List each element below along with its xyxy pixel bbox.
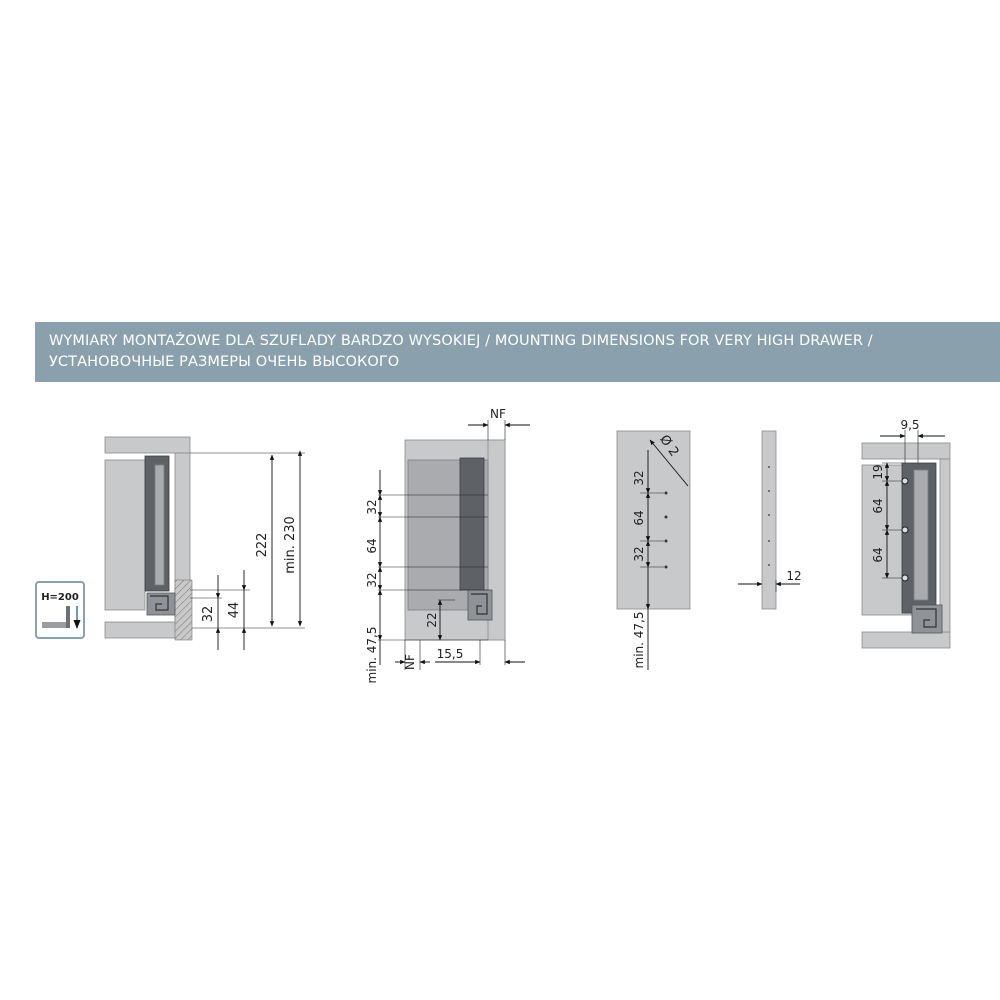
dim-label-64: 64 [632,510,646,526]
side-panel-section-hatch [175,580,192,640]
dim-label-64: 64 [365,538,379,554]
dim-label-nf-top: NF [490,407,506,421]
dim-label-32: 32 [201,605,216,623]
dim-label-32-bottom: 32 [365,572,379,588]
height-badge [36,582,84,638]
drill-hole-4 [665,566,668,569]
fixing-screw-2 [902,527,908,533]
dim-label-32-bottom: 32 [632,546,646,562]
fixing-screw-3 [902,575,908,581]
top-shelf-panel [105,437,190,453]
dim-label-64-upper: 64 [871,498,885,514]
dim-label-44: 44 [227,601,242,619]
cabinet-side-board [617,431,690,609]
view-2-front-section [365,407,530,683]
view-5-drawer-side-detail [862,418,950,648]
view-1-side-section [36,437,305,650]
badge-drawer-icon [42,622,66,628]
dim-label-64-lower: 64 [871,547,885,563]
dim-label-222: 222 [255,532,270,558]
drill-hole-3 [665,540,668,543]
drill-hole-1 [665,492,668,495]
dim-label-min-47-5: min. 47,5 [365,626,379,684]
board-edge [762,431,776,609]
view-4-side-edge [738,431,802,609]
dim-label-min-230: min. 230 [283,516,298,574]
header-title-line-1: WYMIARY MONTAŻOWE DLA SZUFLADY BARDZO WYSOKIEJ / MOUNTING DIMENSIONS FOR VERY HIGH DRAWER / [49,333,873,349]
dim-label-12: 12 [786,569,802,583]
dim-label-22: 22 [425,612,439,628]
top-shelf-panel [862,443,950,459]
drawer-side-inner [155,465,164,585]
fixing-screw-1 [902,478,908,484]
drawer-front-panel [105,460,145,610]
dim-label-min-47-5: min. 47,5 [632,611,646,669]
dim-label-32-top: 32 [632,470,646,486]
header-title-line-2: УСТАНОВОЧНЫЕ РАЗМЕРЫ ОЧЕНЬ ВЫСОКОГО [49,354,400,370]
view-3-drilling-pattern [617,431,690,670]
dim-label-15-5: 15,5 [436,647,464,661]
dim-label-32-top: 32 [365,499,379,515]
drawer-side-wall [460,458,484,590]
height-badge-label: H=200 [41,592,79,603]
dim-label-19: 19 [871,464,885,480]
dim-label-diameter-2: Ø 2 [656,432,682,460]
drill-hole-2 [665,516,668,519]
bottom-shelf-panel [862,632,950,648]
dim-label-nf-bottom: NF [403,654,417,670]
dim-label-9-5: 9,5 [900,418,920,432]
drawer-side-inner [914,470,928,600]
